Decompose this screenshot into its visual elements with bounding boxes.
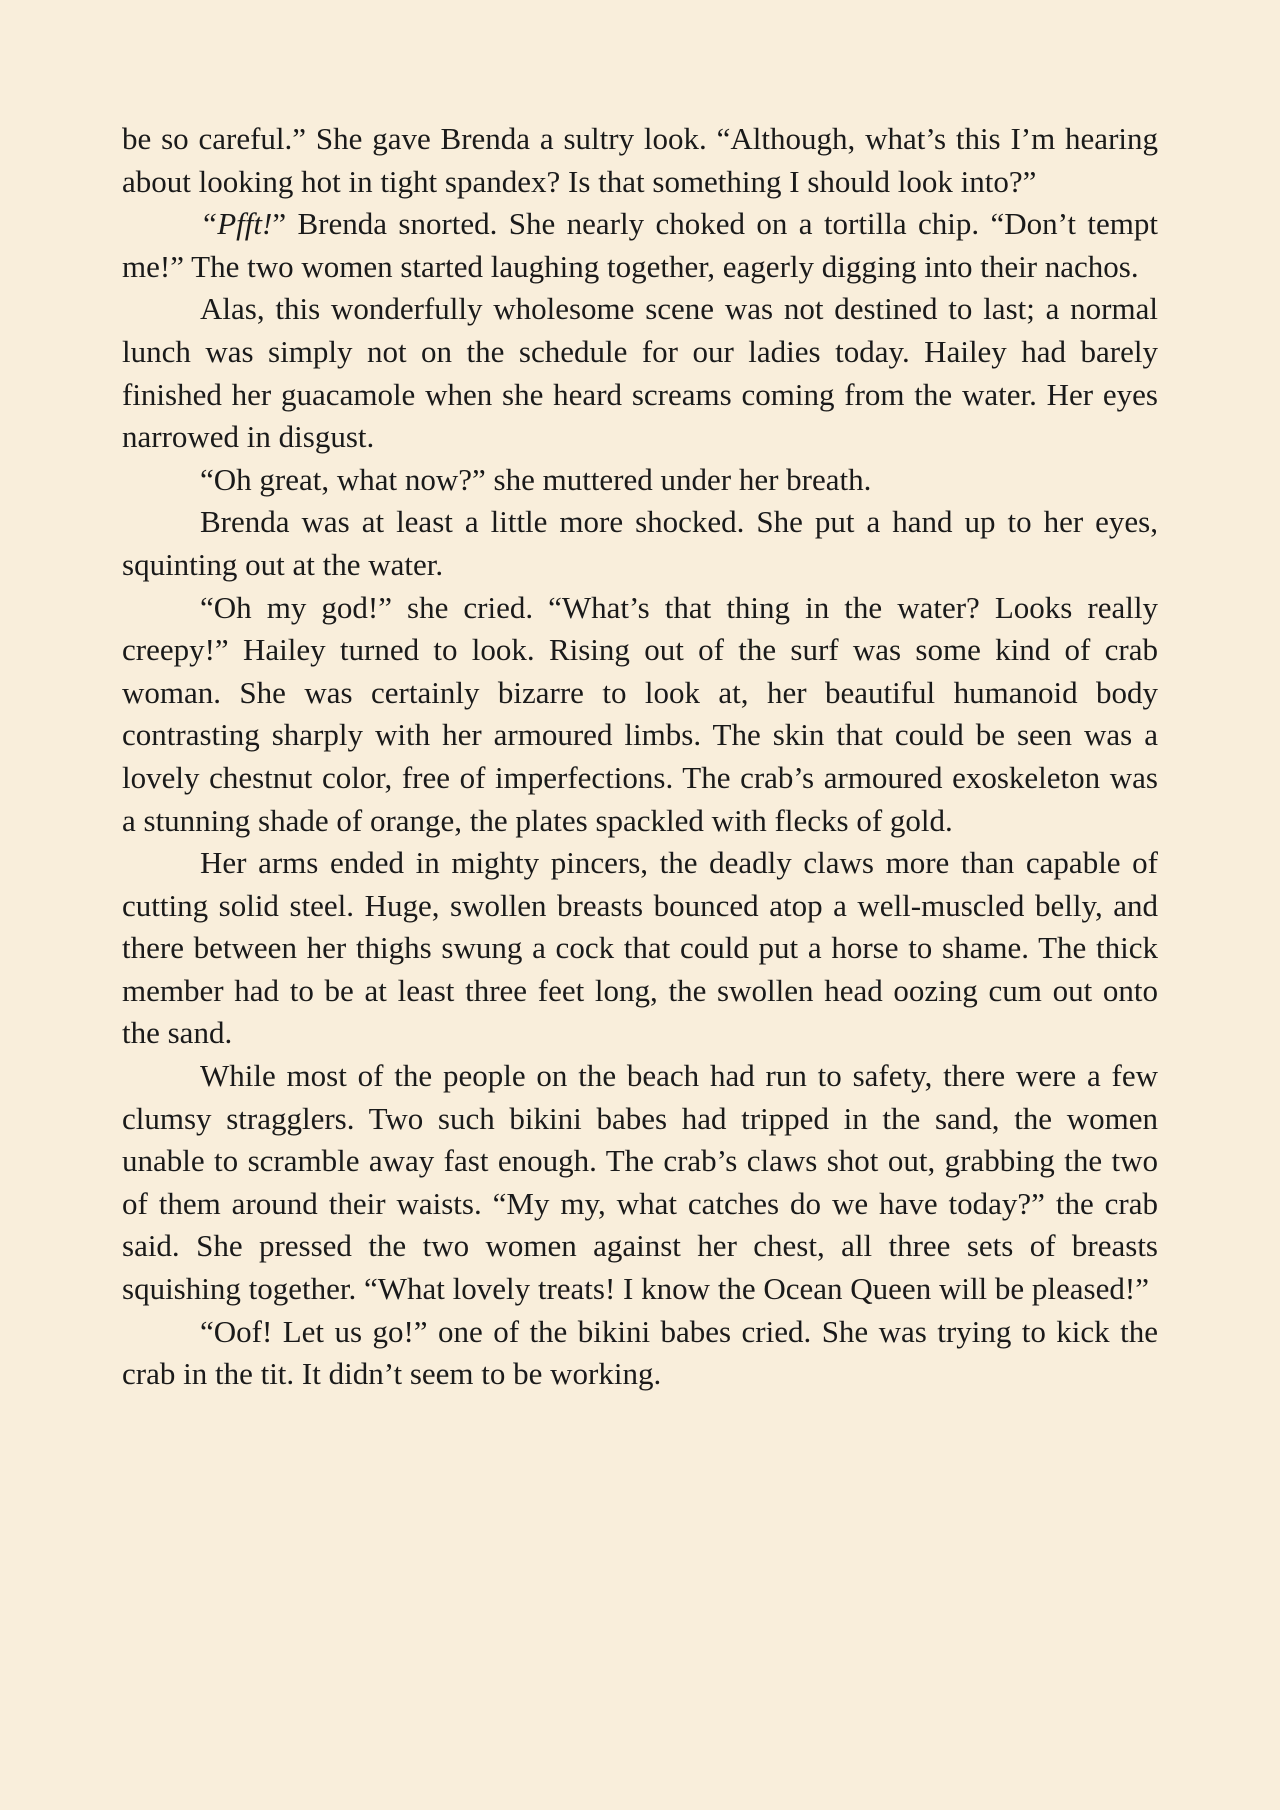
paragraph-8: While most of the people on the beach had run to safety, there were a few clumsy stragglers. Two such bikini babes had tripped in the sand, the women unable to scramble away fast enough. The crab’s claws shot out, grabbing the two of them around their waists. “My my, what catches do we have today?” the crab said. She pressed the two women against her chest, all three sets of breasts squishing together. “What lovely treats! I know the Ocean Queen will be pleased!” (122, 1058, 1158, 1307)
paragraph-2 (122, 203, 1158, 288)
paragraph-1: be so careful.” She gave Brenda a sultry look. “Although, what’s this I’m hearing about looking hot in tight spandex? Is that something I should look into?” (122, 121, 1158, 199)
paragraph-2-text: ” Brenda snorted. She nearly choked on a tortilla chip. “Don’t tempt me!” The two women started laughing together, eagerly digging into their nachos. (122, 206, 1158, 284)
paragraph-9: “Oof! Let us go!” one of the bikini babes cried. She was trying to kick the crab in the tit. It didn’t seem to be working. (122, 1313, 1158, 1392)
paragraph-2-italic: “Pfft! (200, 206, 273, 242)
paragraph-7: Her arms ended in mighty pincers, the deadly claws more than capable of cutting solid steel. Huge, swollen breasts bounced atop a well-muscled belly, and there between her thighs swung a cock that could put a horse to shame. The thick member had to be at least three feet long, the swollen head oozing cum out onto the sand. (122, 845, 1158, 1051)
paragraph-3: Alas, this wonderfully wholesome scene was not destined to last; a normal lunch was simply not on the schedule for our ladies today. Hailey had barely finished her guacamole when she heard screams coming from the water. Her eyes narrowed in disgust. (122, 291, 1158, 455)
paragraph-6: “Oh my god!” she cried. “What’s that thing in the water? Looks really creepy!” Hailey turned to look. Rising out of the surf was some kind of crab woman. She was certainly bizarre to look at, her beautiful humanoid body contrasting sharply with her armoured limbs. The skin that could be seen was a lovely chestnut color, free of imperfections. The crab’s armoured exoskeleton was a stunning shade of orange, the plates spackled with flecks of gold. (122, 589, 1158, 838)
book-page (122, 118, 1158, 1738)
paragraph-4: “Oh great, what now?” she muttered under her breath. (200, 461, 872, 497)
paragraph-5: Brenda was at least a little more shocked. She put a hand up to her eyes, squinting out at the water. (122, 504, 1158, 582)
